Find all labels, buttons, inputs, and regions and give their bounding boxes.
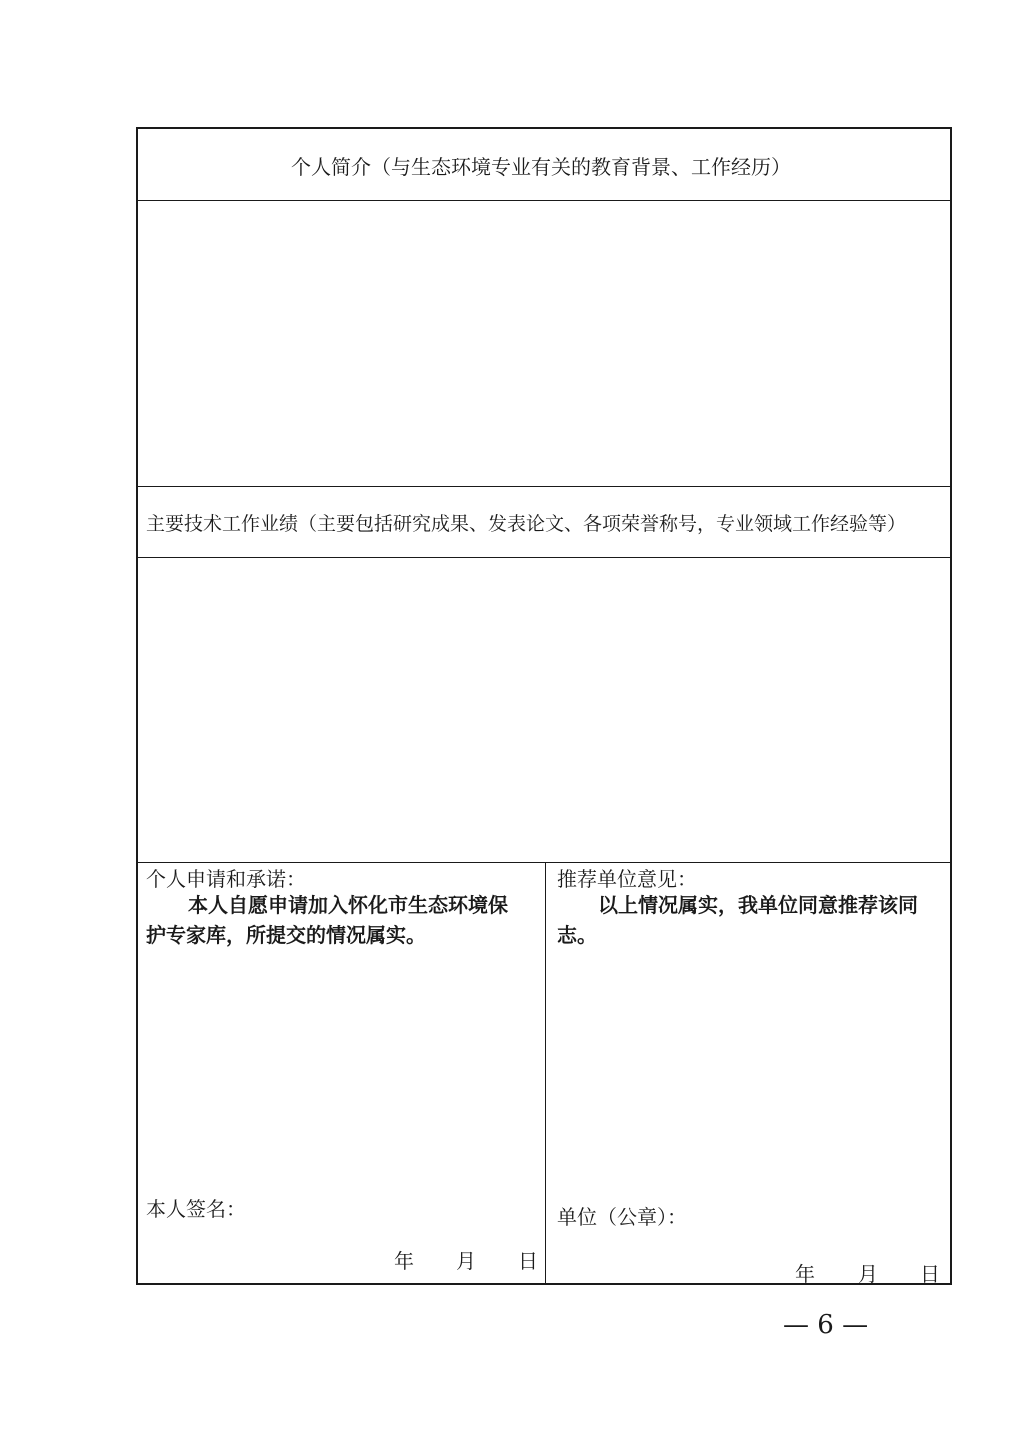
application-date-month: 月 (456, 1249, 476, 1273)
application-date-day: 日 (518, 1249, 538, 1273)
recommendation-title: 推荐单位意见： (557, 867, 697, 891)
seal-label: 单位（公章）： (557, 1205, 687, 1229)
application-statement-line2: 护专家库，所提交的情况属实。 (146, 923, 426, 947)
page-number: — 6 — (783, 1310, 869, 1340)
application-title: 个人申请和承诺： (146, 867, 306, 891)
personal-intro-header: 个人简介（与生态环境专业有关的教育背景、工作经历） (291, 155, 791, 179)
achievements-header: 主要技术工作业绩（主要包括研究成果、发表论文、各项荣誉称号，专业领域工作经验等） (146, 513, 907, 535)
recommendation-statement-line1: 以上情况属实，我单位同意推荐该同 (598, 893, 918, 917)
recommendation-statement-line2: 志。 (557, 923, 597, 947)
column-divider-line (545, 862, 546, 1285)
divider-line (138, 486, 950, 487)
expert-application-form-table (136, 127, 952, 1285)
application-statement-line1: 本人自愿申请加入怀化市生态环境保 (188, 893, 508, 917)
achievements-content-area (138, 558, 950, 863)
recommendation-date-day: 日 (920, 1262, 940, 1286)
signature-label: 本人签名： (146, 1197, 246, 1221)
application-date-year: 年 (394, 1249, 414, 1273)
recommendation-date-month: 月 (858, 1262, 878, 1286)
recommendation-date-year: 年 (795, 1262, 815, 1286)
personal-intro-content-area (138, 201, 950, 487)
